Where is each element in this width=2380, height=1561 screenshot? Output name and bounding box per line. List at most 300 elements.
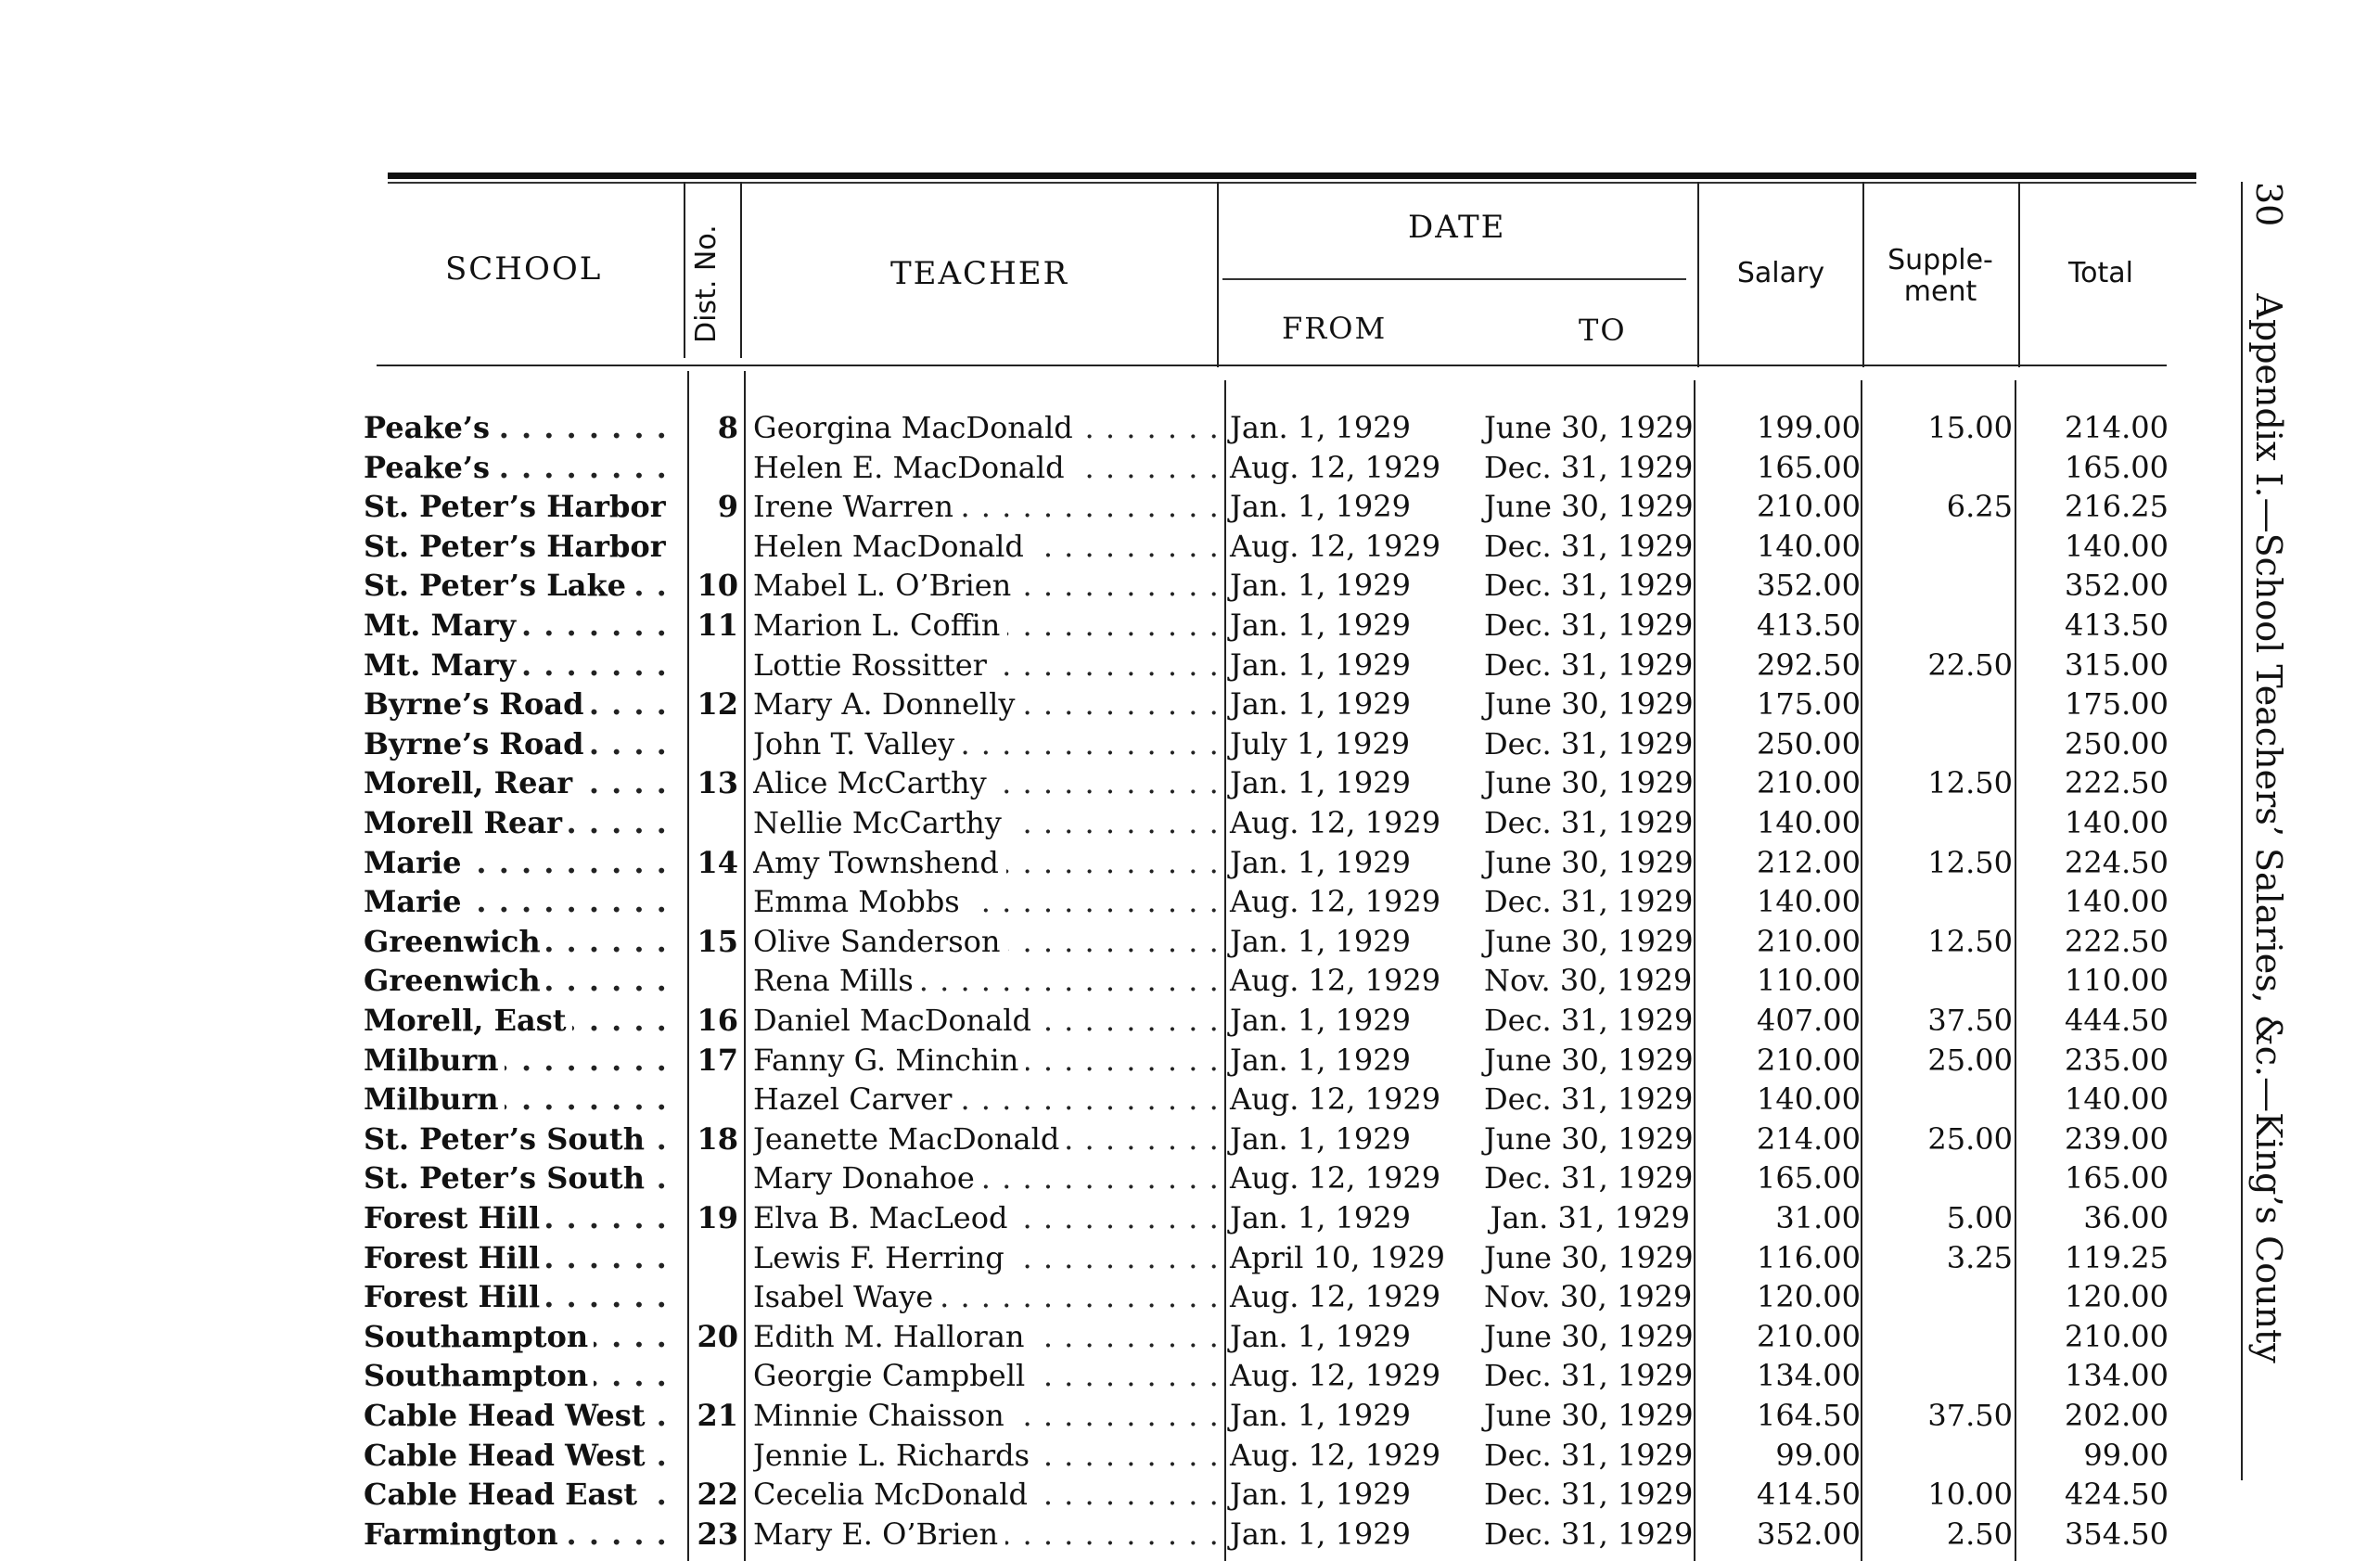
table-row	[0, 487, 2226, 527]
salary-cell: 165.00	[1757, 1160, 1861, 1196]
salary-cell: 164.50	[1757, 1398, 1861, 1433]
total-cell: 354.50	[2065, 1516, 2169, 1552]
school-cell-label: Forest Hill	[364, 1200, 545, 1235]
date-to-cell: June 30, 1929	[1484, 1318, 1694, 1354]
teacher-cell	[753, 1475, 1217, 1515]
date-to-cell: Dec. 31, 1929	[1484, 1160, 1694, 1196]
date-from-cell: Jan. 1, 1929	[1230, 1516, 1411, 1552]
teacher-cell-label: Hazel Carver	[753, 1081, 959, 1117]
date-from-cell: Aug. 12, 1929	[1230, 449, 1441, 485]
dist-no-cell: 9	[717, 489, 738, 525]
supplement-cell: 22.50	[1927, 646, 2013, 683]
salary-cell: 140.00	[1757, 884, 1861, 920]
school-cell	[364, 763, 679, 803]
table-row	[0, 882, 2226, 922]
teacher-cell	[753, 1080, 1217, 1120]
total-cell: 140.00	[2065, 884, 2169, 920]
teacher-cell	[753, 882, 1217, 922]
date-to-cell: June 30, 1929	[1484, 765, 1694, 801]
supplement-cell: 6.25	[1946, 489, 2013, 525]
table-row	[0, 527, 2226, 567]
header-date: DATE	[1408, 209, 1506, 246]
header-to: TO	[1579, 313, 1627, 348]
total-cell: 140.00	[2065, 1081, 2169, 1118]
total-cell: 224.50	[2065, 844, 2169, 880]
teacher-cell-label: Georgie Campbell	[753, 1358, 1032, 1393]
table-row	[0, 724, 2226, 764]
date-from-cell: Aug. 12, 1929	[1230, 1437, 1441, 1473]
school-cell-label: Mt. Mary	[364, 608, 521, 643]
total-cell: 210.00	[2065, 1318, 2169, 1354]
date-to-cell: June 30, 1929	[1484, 1120, 1694, 1157]
running-head-title: Appendix I.—School Teachers’ Salaries, &c.—King’s County	[2248, 293, 2289, 1363]
date-from-cell: Jan. 1, 1929	[1230, 1477, 1411, 1513]
table-row	[0, 1475, 2226, 1515]
school-cell-label: Cable Head West	[364, 1438, 651, 1473]
date-from-cell: July 1, 1929	[1230, 725, 1411, 761]
teacher-cell-label: Isabel Waye	[753, 1279, 940, 1314]
table-row	[0, 1515, 2226, 1555]
date-to-cell: Dec. 31, 1929	[1484, 608, 1694, 643]
date-to-cell: Dec. 31, 1929	[1484, 805, 1694, 840]
table-row	[0, 1001, 2226, 1041]
teacher-cell-label: Olive Sanderson	[753, 924, 1008, 959]
table-row	[0, 1396, 2226, 1436]
date-from-cell: Aug. 12, 1929	[1230, 884, 1441, 920]
date-to-cell: June 30, 1929	[1484, 489, 1694, 525]
dist-no-cell: 18	[697, 1120, 738, 1157]
date-to-cell: June 30, 1929	[1484, 1239, 1694, 1275]
date-to-cell: Nov. 30, 1929	[1484, 1279, 1693, 1315]
date-to-cell: June 30, 1929	[1484, 410, 1694, 445]
table-row	[0, 1238, 2226, 1278]
salary-cell: 292.50	[1757, 646, 1861, 683]
school-cell-label: Marie	[364, 884, 467, 919]
school-cell	[364, 487, 679, 527]
school-cell-label: Southampton	[364, 1319, 594, 1354]
school-cell-label: Cable Head West	[364, 1398, 651, 1433]
teacher-cell-label: Fanny G. Minchin	[753, 1043, 1026, 1078]
total-cell: 134.00	[2065, 1358, 2169, 1394]
salary-cell: 352.00	[1757, 1516, 1861, 1552]
date-to-cell: Nov. 30, 1929	[1484, 963, 1693, 999]
teacher-cell-label: Elva B. MacLeod	[753, 1200, 1015, 1235]
teacher-cell	[753, 1515, 1217, 1555]
school-cell-label: Greenwich	[364, 963, 546, 998]
table-row	[0, 1436, 2226, 1476]
salary-cell: 31.00	[1775, 1200, 1861, 1235]
col-line-teacher-left-header	[740, 182, 742, 358]
table-row	[0, 1198, 2226, 1238]
total-cell: 250.00	[2065, 725, 2169, 761]
header-school: SCHOOL	[445, 250, 603, 288]
date-to-cell: Dec. 31, 1929	[1484, 884, 1694, 920]
school-cell-label: Byrne’s Road	[364, 686, 589, 722]
teacher-cell-label: Edith M. Halloran	[753, 1319, 1032, 1354]
teacher-cell	[753, 843, 1217, 883]
school-cell	[364, 1356, 679, 1396]
school-cell-label: St. Peter’s South	[364, 1121, 650, 1157]
teacher-cell	[753, 922, 1217, 962]
school-cell-label: Peake’s	[364, 410, 495, 445]
total-cell: 202.00	[2065, 1398, 2169, 1433]
total-cell: 110.00	[2065, 963, 2169, 999]
salary-cell: 210.00	[1757, 1318, 1861, 1354]
date-to-cell: June 30, 1929	[1484, 686, 1694, 723]
date-to-cell: Dec. 31, 1929	[1484, 568, 1694, 604]
supplement-cell: 37.50	[1927, 1398, 2013, 1433]
date-to-cell: Dec. 31, 1929	[1484, 449, 1694, 485]
teacher-cell	[753, 1277, 1217, 1317]
dist-no-cell: 21	[697, 1398, 738, 1433]
supplement-cell: 12.50	[1927, 844, 2013, 880]
school-cell	[364, 1317, 679, 1357]
teacher-cell	[753, 1356, 1217, 1396]
school-cell	[364, 882, 679, 922]
header-bottom-rule	[377, 365, 2167, 366]
date-from-cell: Jan. 1, 1929	[1230, 568, 1411, 604]
date-to-cell: June 30, 1929	[1484, 923, 1694, 959]
dist-no-cell: 13	[697, 765, 738, 801]
teacher-cell	[753, 646, 1217, 685]
teacher-cell-label: Georgina MacDonald	[753, 410, 1081, 445]
teacher-cell	[753, 487, 1217, 527]
teacher-cell-label: Amy Townshend	[753, 845, 1006, 880]
date-from-cell: Jan. 1, 1929	[1230, 1318, 1411, 1354]
total-cell: 239.00	[2065, 1120, 2169, 1157]
total-cell: 119.25	[2065, 1239, 2169, 1275]
salary-cell: 352.00	[1757, 568, 1861, 604]
school-cell-label: Morell Rear	[364, 805, 568, 840]
school-cell-label: Byrne’s Road	[364, 726, 589, 761]
salary-cell: 212.00	[1757, 844, 1861, 880]
date-to-cell: June 30, 1929	[1484, 1042, 1694, 1078]
salary-cell: 199.00	[1757, 410, 1861, 445]
school-cell	[364, 724, 679, 764]
header-total: Total	[2067, 257, 2134, 289]
col-line-salary-left-header	[1697, 182, 1699, 367]
school-cell	[364, 1238, 679, 1278]
table-row	[0, 646, 2226, 685]
total-cell: 120.00	[2065, 1279, 2169, 1315]
school-cell-label: Marie	[364, 845, 467, 880]
salary-cell: 210.00	[1757, 765, 1861, 801]
supplement-cell: 25.00	[1927, 1042, 2013, 1078]
total-cell: 444.50	[2065, 1003, 2169, 1038]
table-row	[0, 1356, 2226, 1396]
salary-cell: 140.00	[1757, 1081, 1861, 1118]
table-row	[0, 843, 2226, 883]
date-to-cell: Dec. 31, 1929	[1484, 1081, 1694, 1118]
school-cell-label: Forest Hill	[364, 1240, 545, 1275]
school-cell-label: St. Peter’s Harbor	[364, 529, 672, 564]
salary-cell: 116.00	[1757, 1239, 1861, 1275]
school-cell-label: Morell, Rear	[364, 765, 578, 800]
date-from-cell: Jan. 1, 1929	[1230, 923, 1411, 959]
total-cell: 315.00	[2065, 646, 2169, 683]
header-from: FROM	[1282, 311, 1388, 346]
table-row	[0, 1317, 2226, 1357]
teacher-cell	[753, 1436, 1217, 1476]
teacher-cell	[753, 1041, 1217, 1081]
dist-no-cell: 8	[717, 410, 738, 445]
total-cell: 222.50	[2065, 765, 2169, 801]
salary-cell: 413.50	[1757, 608, 1861, 643]
school-cell-label: Forest Hill	[364, 1279, 545, 1314]
col-line-supp-left-header	[1862, 182, 1864, 367]
total-cell: 214.00	[2065, 410, 2169, 445]
salary-cell: 210.00	[1757, 1042, 1861, 1078]
date-from-cell: Aug. 12, 1929	[1230, 528, 1441, 564]
date-to-cell: June 30, 1929	[1484, 844, 1694, 880]
date-to-cell: Dec. 31, 1929	[1484, 1437, 1694, 1473]
teacher-cell-label: Rena Mills	[753, 963, 921, 998]
dist-no-cell: 11	[697, 608, 738, 643]
date-from-cell: Aug. 12, 1929	[1230, 1081, 1441, 1118]
dist-no-cell: 23	[697, 1516, 738, 1552]
salary-cell: 175.00	[1757, 686, 1861, 723]
teacher-cell	[753, 685, 1217, 724]
dist-no-cell: 15	[697, 923, 738, 959]
school-cell	[364, 408, 679, 448]
teacher-cell-label: Cecelia McDonald	[753, 1477, 1035, 1512]
teacher-cell-label: Jennie L. Richards	[753, 1438, 1037, 1473]
header-supplement-line2: ment	[1903, 275, 1977, 308]
dist-no-cell: 12	[697, 686, 738, 723]
school-cell	[364, 803, 679, 843]
teacher-cell	[753, 724, 1217, 764]
top-rule	[388, 173, 2196, 179]
teacher-cell	[753, 1238, 1217, 1278]
date-to-cell: June 30, 1929	[1484, 1398, 1694, 1433]
teacher-cell	[753, 763, 1217, 803]
supplement-cell: 10.00	[1927, 1477, 2013, 1513]
date-rule	[1222, 278, 1686, 280]
date-from-cell: Aug. 12, 1929	[1230, 1279, 1441, 1315]
total-cell: 175.00	[2065, 686, 2169, 723]
teacher-cell-label: John T. Valley	[753, 726, 962, 761]
table-row	[0, 1120, 2226, 1159]
supplement-cell: 15.00	[1927, 410, 2013, 445]
teacher-cell	[753, 1396, 1217, 1436]
salary-cell: 140.00	[1757, 528, 1861, 564]
school-cell-label: Farmington	[364, 1516, 564, 1552]
date-from-cell: Jan. 1, 1929	[1230, 1200, 1411, 1235]
table-row	[0, 763, 2226, 803]
school-cell	[364, 1396, 679, 1436]
salary-cell: 214.00	[1757, 1120, 1861, 1157]
date-from-cell: Jan. 1, 1929	[1230, 608, 1411, 643]
teacher-cell	[753, 606, 1217, 646]
total-cell: 140.00	[2065, 528, 2169, 564]
school-cell-label: Cable Head East	[364, 1477, 643, 1512]
date-from-cell: Jan. 1, 1929	[1230, 489, 1411, 525]
teacher-cell	[753, 961, 1217, 1001]
teacher-cell	[753, 1317, 1217, 1357]
dist-no-cell: 20	[697, 1318, 738, 1354]
total-cell: 99.00	[2083, 1437, 2169, 1473]
table-row	[0, 685, 2226, 724]
school-cell-label: St. Peter’s South	[364, 1160, 650, 1196]
salary-cell: 134.00	[1757, 1358, 1861, 1394]
header-salary: Salary	[1736, 257, 1825, 289]
date-from-cell: Jan. 1, 1929	[1230, 844, 1411, 880]
dist-no-cell: 22	[697, 1477, 738, 1513]
school-cell	[364, 646, 679, 685]
school-cell-label: Milburn	[364, 1081, 505, 1117]
supplement-cell: 3.25	[1946, 1239, 2013, 1275]
teacher-cell-label: Irene Warren	[753, 489, 961, 524]
dist-no-cell: 16	[697, 1003, 738, 1038]
date-from-cell: Aug. 12, 1929	[1230, 963, 1441, 999]
date-to-cell: Dec. 31, 1929	[1484, 725, 1694, 761]
top-rule-thin	[388, 182, 2196, 184]
date-to-cell: Dec. 31, 1929	[1484, 528, 1694, 564]
salary-cell: 165.00	[1757, 449, 1861, 485]
teacher-cell-label: Alice McCarthy	[753, 765, 994, 800]
table-row	[0, 1041, 2226, 1081]
school-cell-label: Peake’s	[364, 450, 495, 485]
teacher-cell	[753, 1198, 1217, 1238]
supplement-cell: 12.50	[1927, 765, 2013, 801]
school-cell	[364, 961, 679, 1001]
total-cell: 140.00	[2065, 805, 2169, 840]
date-from-cell: Jan. 1, 1929	[1230, 1398, 1411, 1433]
date-from-cell: Jan. 1, 1929	[1230, 410, 1411, 445]
teacher-cell-label: Jeanette MacDonald	[753, 1121, 1067, 1157]
school-cell	[364, 1277, 679, 1317]
date-from-cell: April 10, 1929	[1230, 1239, 1446, 1275]
teacher-cell-label: Mary A. Donnelly	[753, 686, 1022, 722]
school-cell-label: Southampton	[364, 1358, 594, 1393]
dist-no-cell: 10	[697, 568, 738, 604]
teacher-cell-label: Lottie Rossitter	[753, 647, 994, 683]
salary-cell: 210.00	[1757, 923, 1861, 959]
school-cell	[364, 1158, 679, 1198]
total-cell: 222.50	[2065, 923, 2169, 959]
side-rule	[2241, 182, 2243, 1480]
teacher-cell	[753, 566, 1217, 606]
school-cell	[364, 566, 679, 606]
teacher-cell-label: Helen E. MacDonald	[753, 450, 1072, 485]
salary-cell: 99.00	[1775, 1437, 1861, 1473]
salary-cell: 140.00	[1757, 805, 1861, 840]
dist-no-cell: 14	[697, 844, 738, 880]
dist-no-cell: 17	[697, 1042, 738, 1078]
supplement-cell: 37.50	[1927, 1003, 2013, 1038]
school-cell	[364, 448, 679, 488]
salary-cell: 120.00	[1757, 1279, 1861, 1315]
teacher-cell	[753, 803, 1217, 843]
col-line-dist-left-header	[684, 182, 685, 358]
total-cell: 36.00	[2083, 1200, 2169, 1235]
table-row	[0, 961, 2226, 1001]
salary-cell: 407.00	[1757, 1003, 1861, 1038]
school-cell	[364, 1198, 679, 1238]
total-cell: 235.00	[2065, 1042, 2169, 1078]
date-from-cell: Jan. 1, 1929	[1230, 686, 1411, 723]
page-number: 30	[2248, 182, 2289, 227]
school-cell	[364, 1120, 679, 1159]
table-row	[0, 408, 2226, 448]
table-row	[0, 1158, 2226, 1198]
header-teacher: TEACHER	[890, 255, 1069, 292]
school-cell	[364, 1475, 679, 1515]
table-row	[0, 1277, 2226, 1317]
salary-cell: 110.00	[1757, 963, 1861, 999]
supplement-cell: 25.00	[1927, 1120, 2013, 1157]
total-cell: 424.50	[2065, 1477, 2169, 1513]
table-row	[0, 1080, 2226, 1120]
school-cell-label: St. Peter’s Lake	[364, 568, 632, 603]
school-cell	[364, 685, 679, 724]
teacher-cell-label: Mary E. O’Brien	[753, 1516, 1005, 1552]
supplement-cell: 5.00	[1946, 1200, 2013, 1235]
col-line-date-left-header	[1217, 182, 1219, 367]
date-from-cell: Jan. 1, 1929	[1230, 646, 1411, 683]
teacher-cell-label: Daniel MacDonald	[753, 1003, 1039, 1038]
header-supplement	[1866, 245, 2015, 308]
running-head	[2248, 182, 2289, 1363]
salary-cell: 250.00	[1757, 725, 1861, 761]
total-cell: 165.00	[2065, 1160, 2169, 1196]
teacher-cell-label: Marion L. Coffin	[753, 608, 1007, 643]
date-from-cell: Jan. 1, 1929	[1230, 1003, 1411, 1038]
school-cell	[364, 527, 679, 567]
school-cell	[364, 843, 679, 883]
teacher-cell-label: Nellie McCarthy	[753, 805, 1009, 840]
dist-no-cell: 19	[697, 1200, 738, 1235]
salary-cell: 210.00	[1757, 489, 1861, 525]
teacher-cell	[753, 1001, 1217, 1041]
date-to-cell: Dec. 31, 1929	[1484, 1477, 1694, 1513]
school-cell-label: Mt. Mary	[364, 647, 521, 683]
header-dist-no: Dist. No.	[690, 224, 723, 343]
total-cell: 352.00	[2065, 568, 2169, 604]
school-cell	[364, 1080, 679, 1120]
school-cell	[364, 606, 679, 646]
date-to-cell: Jan. 31, 1929	[1490, 1200, 1690, 1235]
table-row	[0, 803, 2226, 843]
school-cell	[364, 1436, 679, 1476]
total-cell: 413.50	[2065, 608, 2169, 643]
teacher-cell	[753, 1120, 1217, 1159]
school-cell-label: Milburn	[364, 1043, 505, 1078]
teacher-cell-label: Lewis F. Herring	[753, 1240, 1012, 1275]
date-from-cell: Jan. 1, 1929	[1230, 1042, 1411, 1078]
date-from-cell: Aug. 12, 1929	[1230, 805, 1441, 840]
school-cell-label: Morell, East	[364, 1003, 572, 1038]
date-from-cell: Aug. 12, 1929	[1230, 1160, 1441, 1196]
col-line-total-left-header	[2018, 182, 2020, 367]
date-to-cell: Dec. 31, 1929	[1484, 1003, 1694, 1038]
supplement-cell: 2.50	[1946, 1516, 2013, 1552]
school-cell	[364, 922, 679, 962]
school-cell-label: St. Peter’s Harbor	[364, 489, 672, 524]
school-cell	[364, 1001, 679, 1041]
date-from-cell: Aug. 12, 1929	[1230, 1358, 1441, 1394]
teacher-cell-label: Minnie Chaisson	[753, 1398, 1012, 1433]
table-row	[0, 606, 2226, 646]
table-row	[0, 922, 2226, 962]
teacher-cell-label: Helen MacDonald	[753, 529, 1031, 564]
teacher-cell	[753, 1158, 1217, 1198]
teacher-cell	[753, 448, 1217, 488]
date-to-cell: Dec. 31, 1929	[1484, 646, 1694, 683]
teacher-cell-label: Mary Donahoe	[753, 1160, 982, 1196]
table-row	[0, 566, 2226, 606]
date-to-cell: Dec. 31, 1929	[1484, 1358, 1694, 1394]
